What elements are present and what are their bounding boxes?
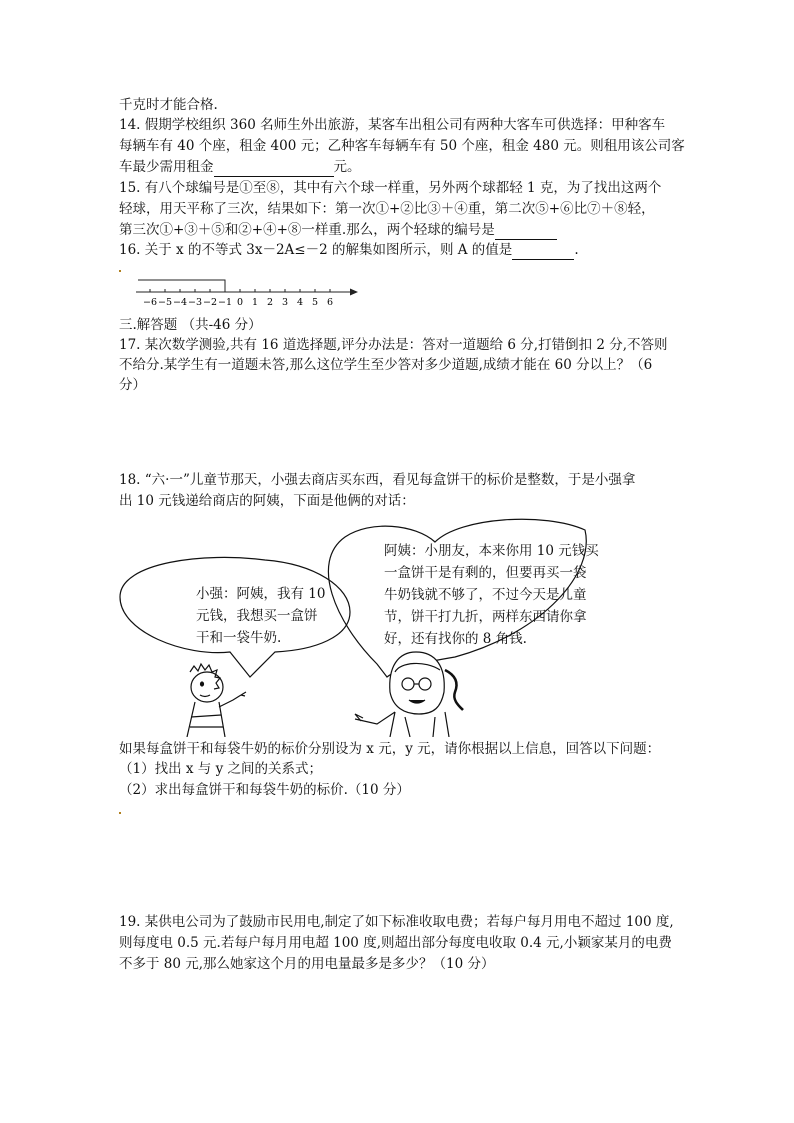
question-15-line-3 bbox=[119, 221, 557, 240]
ayi-line: 阿姨：小朋友，本来你用 10 元钱买 bbox=[384, 543, 599, 559]
ayi-line: 节，饼干打九折，两样东西请你拿 bbox=[384, 609, 587, 625]
question-14-line-1: 14. 假期学校组织 360 名师生外出旅游，某客车出租公司有两种大客车可供选择：甲种客车 bbox=[119, 117, 666, 133]
solution-set-bracket bbox=[138, 280, 225, 292]
question-17-line-1: 17. 某次数学测验,共有 16 道选择题,评分办法是：答对一道题给 6 分,打错倒扣 2 分,不答则 bbox=[119, 337, 668, 353]
question-15-text: 第三次①+③＋⑤和②+④+⑧一样重.那么，两个轻球的编号是 bbox=[119, 222, 495, 238]
stray-mark bbox=[119, 812, 121, 814]
number-line-tick-label: 3 bbox=[281, 297, 289, 308]
question-18-part-1: （1）找出 x 与 y 之间的关系式； bbox=[119, 761, 322, 777]
question-18-part-2: （2）求出每盒饼干和每袋牛奶的标价.（10 分） bbox=[119, 782, 410, 798]
question-14-line-2: 每辆车有 40 个座，租金 400 元；乙种客车每辆车有 50 个座，租金 480 元。则租用该公司客 bbox=[119, 138, 685, 154]
question-16-end: . bbox=[574, 242, 579, 258]
xiaoqiang-line: 元钱，我想买一盒饼 bbox=[196, 608, 318, 624]
ayi-line: 好，还有找你的 8 角钱. bbox=[384, 631, 527, 647]
question-16-line bbox=[119, 241, 579, 260]
question-14-text: 车最少需用租金 bbox=[119, 159, 214, 175]
number-line-tick-label: 4 bbox=[296, 297, 304, 308]
question-18-line-3: 如果每盒饼干和每袋牛奶的标价分别设为 x 元，y 元，请你根据以上信息，回答以下问题： bbox=[119, 741, 661, 757]
question-19-line-2: 则每度电 0.5 元.若每户每月用电超 100 度,则超出部分每度电收取 0.4 元,小颖家某月的电费 bbox=[119, 935, 672, 951]
question-15-line-1: 15. 有八个球编号是①至⑧，其中有六个球一样重，另外两个球都轻 1 克，为了找出这两个 bbox=[119, 180, 662, 196]
question-14-unit: 元。 bbox=[333, 159, 361, 175]
xiaoqiang-line: 干和一袋牛奶. bbox=[196, 630, 282, 646]
number-line-tick-label: −2 bbox=[202, 297, 218, 308]
number-line-tick-label: 2 bbox=[266, 297, 274, 308]
number-line-tick-label: 1 bbox=[251, 297, 259, 308]
ayi-line: 一盒饼干是有剩的，但要再买一袋 bbox=[384, 565, 587, 581]
answer-blank-16[interactable] bbox=[512, 241, 574, 260]
number-line-arrow bbox=[350, 289, 358, 296]
stray-mark bbox=[119, 270, 121, 272]
question-18-line-1: 18. “六·一”儿童节那天，小强去商店买东西，看见每盒饼干的标价是整数，于是小强拿 bbox=[119, 472, 636, 488]
number-line-tick-label: 5 bbox=[311, 297, 319, 308]
question-17-line-3: 分） bbox=[119, 377, 146, 393]
answer-blank-15[interactable] bbox=[495, 221, 557, 240]
woman-figure bbox=[355, 652, 463, 737]
question-17-line-2: 不给分.某学生有一道题未答,那么这位学生至少答对多少道题,成绩才能在 60 分以上？（6 bbox=[119, 357, 653, 373]
question-15-line-2: 轻球，用天平称了三次，结果如下：第一次①+②比③＋④重，第二次⑤+⑥比⑦＋⑧轻， bbox=[119, 201, 655, 217]
number-line-tick-label: −3 bbox=[187, 297, 203, 308]
answer-blank-14[interactable] bbox=[214, 158, 334, 177]
number-line-tick-label: −4 bbox=[172, 297, 188, 308]
number-line-tick-label: −6 bbox=[142, 297, 158, 308]
boy-figure bbox=[187, 664, 246, 737]
number-line-tick-label: 0 bbox=[236, 297, 244, 308]
number-line-tick-label: −5 bbox=[157, 297, 173, 308]
number-line-figure bbox=[132, 272, 362, 312]
number-line-tick-label: 6 bbox=[326, 297, 334, 308]
question-16-text: 16. 关于 x 的不等式 3x－2A≤－2 的解集如图所示，则 A 的值是 bbox=[119, 242, 513, 258]
xiaoqiang-line: 小强：阿姨，我有 10 bbox=[196, 586, 326, 602]
question-19-line-1: 19. 某供电公司为了鼓励市民用电,制定了如下标准收取电费；若每户每月用电不超过 100 度, bbox=[119, 914, 674, 930]
ayi-line: 牛奶钱就不够了，不过今天是儿童 bbox=[384, 587, 587, 603]
question-19-line-3: 不多于 80 元,那么她家这个月的用电量最多是多少？（10 分） bbox=[119, 956, 495, 972]
text-line: 千克时才能合格. bbox=[119, 97, 218, 113]
question-18-line-2: 出 10 元钱递给商店的阿姨，下面是他俩的对话： bbox=[119, 493, 415, 509]
number-line-tick-label: −1 bbox=[217, 297, 233, 308]
question-14-line-3 bbox=[119, 158, 361, 177]
section-3-heading: 三.解答题 （共-46 分） bbox=[119, 317, 262, 333]
